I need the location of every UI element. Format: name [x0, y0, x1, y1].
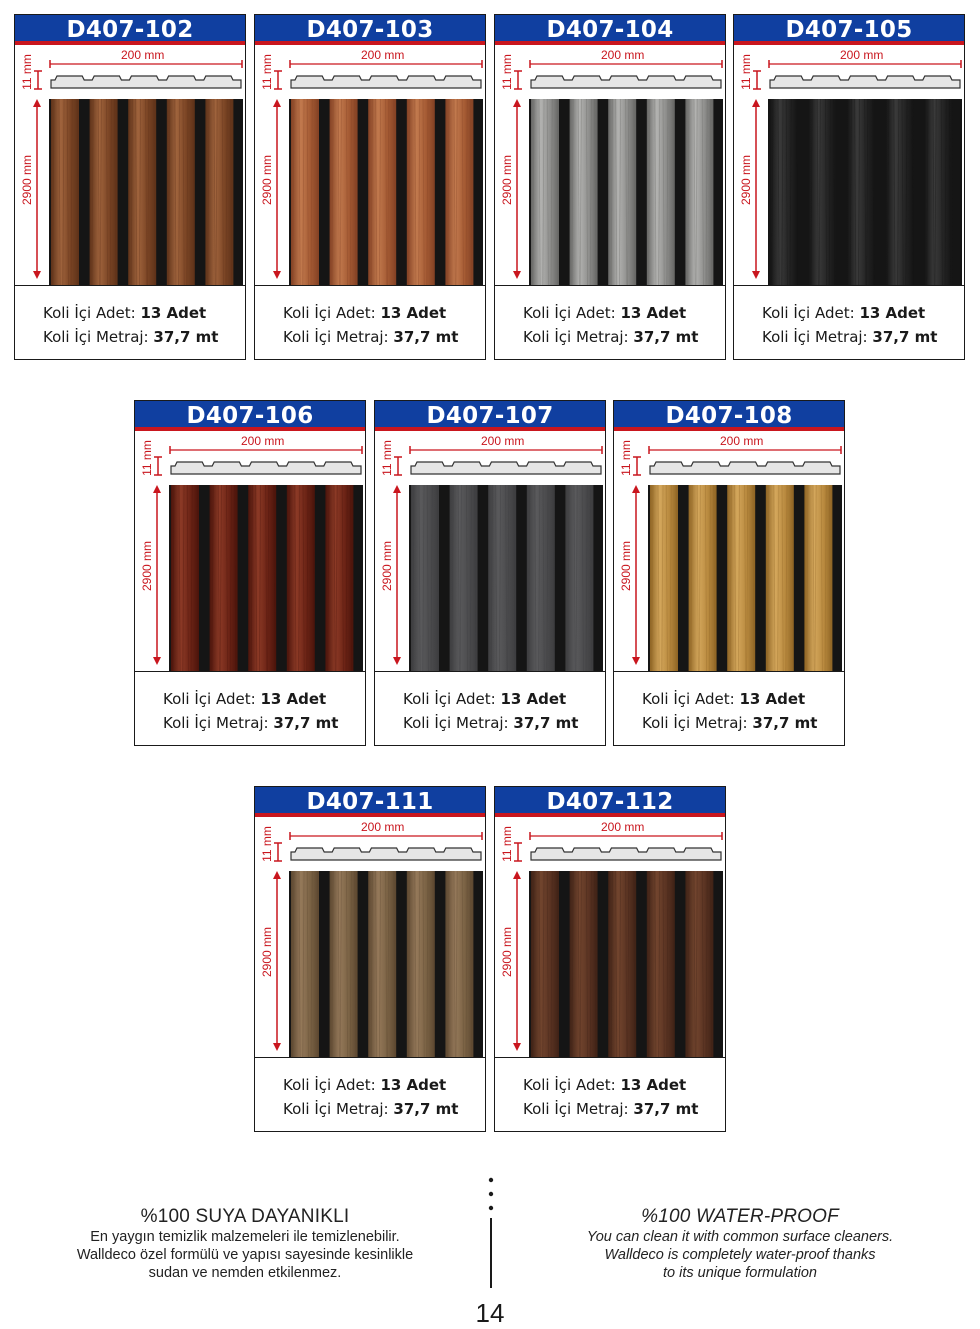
box-length-label: Koli İçi Metraj: [642, 714, 753, 732]
product-code: D407-106 [186, 403, 314, 429]
wood-slat-texture [169, 485, 363, 671]
box-quantity-label: Koli İçi Adet: [403, 690, 501, 708]
box-length-label: Koli İçi Metraj: [762, 328, 873, 346]
box-quantity-value: 13 Adet [500, 690, 567, 708]
wood-slat [445, 871, 473, 1057]
card-info [495, 1057, 725, 1132]
box-length-label: Koli İçi Metraj: [403, 714, 514, 732]
height-dimension-arrow [392, 485, 402, 665]
card-info [495, 285, 725, 360]
box-quantity-value: 13 Adet [739, 690, 806, 708]
panel-profile-drawing [409, 459, 603, 481]
box-length [403, 714, 578, 732]
card-info [614, 671, 844, 746]
panel-swatch [768, 99, 962, 285]
width-dimension-line [49, 59, 243, 69]
product-card [254, 786, 486, 1132]
box-quantity [762, 304, 925, 322]
wood-slat [565, 485, 593, 671]
product-code: D407-103 [306, 17, 434, 43]
thickness-dimension-label: 11 mm [500, 54, 514, 90]
box-quantity [642, 690, 805, 708]
width-dimension-label: 200 mm [720, 434, 764, 448]
box-quantity-label: Koli İçi Adet: [523, 304, 621, 322]
height-dimension-label: 2900 mm [739, 154, 753, 206]
height-dimension-arrow [512, 99, 522, 279]
box-length-value: 37,7 mt [513, 714, 579, 732]
wood-slat [809, 99, 837, 285]
width-dimension-label: 200 mm [361, 820, 405, 834]
box-length [523, 328, 698, 346]
width-dimension-line [768, 59, 962, 69]
wood-slat [330, 871, 358, 1057]
thickness-marker [393, 455, 403, 477]
footer-en-line: to its unique formulation [663, 1265, 817, 1281]
box-quantity [523, 304, 686, 322]
width-dimension-line [529, 59, 723, 69]
footer-english [530, 1206, 950, 1282]
box-quantity-label: Koli İçi Adet: [523, 1076, 621, 1094]
wood-slat [291, 99, 319, 285]
box-quantity-label: Koli İçi Adet: [43, 304, 141, 322]
wood-slat [325, 485, 353, 671]
width-dimension-label: 200 mm [601, 820, 645, 834]
wood-slat [685, 871, 713, 1057]
thickness-marker [513, 69, 523, 91]
card-header [734, 15, 964, 45]
wood-slat-texture [409, 485, 603, 671]
panel-profile-drawing [529, 73, 723, 95]
product-card [254, 14, 486, 360]
box-length-value: 37,7 mt [633, 328, 699, 346]
box-length [642, 714, 817, 732]
wood-slat [886, 99, 914, 285]
product-code: D407-107 [426, 403, 554, 429]
footer-tr-title: %100 SUYA DAYANIKLI [140, 1206, 350, 1227]
wood-slat-texture [529, 99, 723, 285]
height-dimension-arrow [272, 871, 282, 1051]
box-length [283, 328, 458, 346]
card-header [135, 401, 365, 431]
panel-swatch [49, 99, 243, 285]
box-quantity-value: 13 Adet [260, 690, 327, 708]
width-dimension-line [289, 59, 483, 69]
panel-swatch [529, 871, 723, 1057]
wood-slat [171, 485, 199, 671]
wood-slat [407, 99, 435, 285]
box-quantity [283, 1076, 446, 1094]
box-length [163, 714, 338, 732]
wood-slat [450, 485, 478, 671]
thickness-marker [153, 455, 163, 477]
thickness-dimension-label: 11 mm [619, 440, 633, 476]
width-dimension-label: 200 mm [481, 434, 525, 448]
panel-profile-drawing [289, 845, 483, 867]
thickness-dimension-label: 11 mm [739, 54, 753, 90]
page-number: 14 [475, 1298, 505, 1328]
thickness-dimension-label: 11 mm [20, 54, 34, 90]
wood-slat [685, 99, 713, 285]
wood-slat [804, 485, 832, 671]
box-quantity-label: Koli İçi Adet: [762, 304, 860, 322]
box-quantity-label: Koli İçi Adet: [642, 690, 740, 708]
card-info [15, 285, 245, 360]
footer-tr-line: En yaygın temizlik malzemeleri ile temizlenebilir. [90, 1229, 400, 1245]
box-length-value: 37,7 mt [153, 328, 219, 346]
height-dimension-label: 2900 mm [260, 926, 274, 978]
box-length-label: Koli İçi Metraj: [283, 328, 394, 346]
thickness-marker [513, 841, 523, 863]
card-info [375, 671, 605, 746]
height-dimension-label: 2900 mm [500, 926, 514, 978]
footer-tr-line: sudan ve nemden etkilenmez. [148, 1265, 342, 1281]
panel-profile-drawing [768, 73, 962, 95]
wood-slat [650, 485, 678, 671]
panel-swatch [289, 99, 483, 285]
wood-slat [291, 871, 319, 1057]
footer-divider [486, 1172, 496, 1290]
width-dimension-line [409, 445, 603, 455]
box-length-value: 37,7 mt [752, 714, 818, 732]
panel-swatch [289, 871, 483, 1057]
panel-swatch [409, 485, 603, 671]
footer-turkish [40, 1206, 450, 1282]
thickness-marker [273, 69, 283, 91]
height-dimension-label: 2900 mm [500, 154, 514, 206]
wood-slat-texture [289, 871, 483, 1057]
card-header [375, 401, 605, 431]
card-header [614, 401, 844, 431]
product-code: D407-111 [306, 789, 434, 815]
box-quantity-label: Koli İçi Adet: [163, 690, 261, 708]
wood-slat [51, 99, 79, 285]
wood-slat [210, 485, 238, 671]
thickness-dimension-label: 11 mm [500, 826, 514, 862]
box-length [762, 328, 937, 346]
width-dimension-label: 200 mm [121, 48, 165, 62]
thickness-marker [632, 455, 642, 477]
box-length [43, 328, 218, 346]
thickness-dimension-label: 11 mm [260, 54, 274, 90]
wood-slat [570, 871, 598, 1057]
height-dimension-label: 2900 mm [140, 540, 154, 592]
width-dimension-label: 200 mm [601, 48, 645, 62]
width-dimension-line [169, 445, 363, 455]
width-dimension-label: 200 mm [241, 434, 285, 448]
width-dimension-line [529, 831, 723, 841]
wood-slat [770, 99, 798, 285]
wood-slat [531, 871, 559, 1057]
panel-swatch [169, 485, 363, 671]
height-dimension-arrow [751, 99, 761, 279]
panel-profile-drawing [169, 459, 363, 481]
box-quantity [403, 690, 566, 708]
box-quantity-value: 13 Adet [620, 1076, 687, 1094]
card-info [255, 1057, 485, 1132]
box-length-value: 37,7 mt [273, 714, 339, 732]
width-dimension-label: 200 mm [361, 48, 405, 62]
product-code: D407-105 [785, 17, 913, 43]
card-header [255, 15, 485, 45]
height-dimension-label: 2900 mm [260, 154, 274, 206]
wood-slat-texture [768, 99, 962, 285]
product-card [14, 14, 246, 360]
card-header [15, 15, 245, 45]
width-dimension-line [648, 445, 842, 455]
thickness-marker [33, 69, 43, 91]
box-quantity-label: Koli İçi Adet: [283, 304, 381, 322]
panel-profile-drawing [648, 459, 842, 481]
product-card [134, 400, 366, 746]
product-card [374, 400, 606, 746]
box-length-label: Koli İçi Metraj: [283, 1100, 394, 1118]
box-length-value: 37,7 mt [872, 328, 938, 346]
box-quantity [523, 1076, 686, 1094]
box-quantity-value: 13 Adet [620, 304, 687, 322]
panel-profile-drawing [49, 73, 243, 95]
box-length [523, 1100, 698, 1118]
footer-en-line: You can clean it with common surface cleaners. [586, 1229, 894, 1245]
width-dimension-line [289, 831, 483, 841]
wood-slat [647, 871, 675, 1057]
panel-swatch [529, 99, 723, 285]
height-dimension-arrow [631, 485, 641, 665]
thickness-marker [752, 69, 762, 91]
card-info [734, 285, 964, 360]
box-quantity-label: Koli İçi Adet: [283, 1076, 381, 1094]
card-header [495, 787, 725, 817]
wood-slat-texture [529, 871, 723, 1057]
wood-slat [766, 485, 794, 671]
product-code: D407-112 [546, 789, 674, 815]
box-length-value: 37,7 mt [393, 328, 459, 346]
thickness-marker [273, 841, 283, 863]
box-quantity [163, 690, 326, 708]
box-quantity [283, 304, 446, 322]
height-dimension-label: 2900 mm [619, 540, 633, 592]
box-quantity [43, 304, 206, 322]
wood-slat [924, 99, 952, 285]
box-quantity-value: 13 Adet [140, 304, 207, 322]
wood-slat [330, 99, 358, 285]
wood-slat [531, 99, 559, 285]
box-length-value: 37,7 mt [633, 1100, 699, 1118]
height-dimension-label: 2900 mm [20, 154, 34, 206]
box-length-label: Koli İçi Metraj: [43, 328, 154, 346]
box-quantity-value: 13 Adet [859, 304, 926, 322]
card-info [255, 285, 485, 360]
product-card [613, 400, 845, 746]
box-length [283, 1100, 458, 1118]
wood-slat [527, 485, 555, 671]
width-dimension-label: 200 mm [840, 48, 884, 62]
box-length-value: 37,7 mt [393, 1100, 459, 1118]
wood-slat-texture [289, 99, 483, 285]
height-dimension-label: 2900 mm [380, 540, 394, 592]
thickness-dimension-label: 11 mm [260, 826, 274, 862]
box-length-label: Koli İçi Metraj: [163, 714, 274, 732]
box-length-label: Koli İçi Metraj: [523, 1100, 634, 1118]
box-quantity-value: 13 Adet [380, 1076, 447, 1094]
panel-profile-drawing [529, 845, 723, 867]
panel-swatch [648, 485, 842, 671]
wood-slat [287, 485, 315, 671]
panel-profile-drawing [289, 73, 483, 95]
height-dimension-arrow [152, 485, 162, 665]
product-code: D407-108 [665, 403, 793, 429]
card-info [135, 671, 365, 746]
product-card [494, 14, 726, 360]
wood-slat [689, 485, 717, 671]
box-quantity-value: 13 Adet [380, 304, 447, 322]
footer-tr-line: Walldeco özel formülü ve yapısı sayesinde kesinlikle [76, 1247, 414, 1263]
height-dimension-arrow [32, 99, 42, 279]
thickness-dimension-label: 11 mm [140, 440, 154, 476]
product-card [733, 14, 965, 360]
product-code: D407-102 [66, 17, 194, 43]
card-header [255, 787, 485, 817]
wood-slat [411, 485, 439, 671]
wood-slat [167, 99, 195, 285]
wood-slat [90, 99, 118, 285]
product-code: D407-104 [546, 17, 674, 43]
card-header [495, 15, 725, 45]
wood-slat [445, 99, 473, 285]
thickness-dimension-label: 11 mm [380, 440, 394, 476]
product-card [494, 786, 726, 1132]
wood-slat [647, 99, 675, 285]
wood-slat-texture [49, 99, 243, 285]
box-length-label: Koli İçi Metraj: [523, 328, 634, 346]
wood-slat [570, 99, 598, 285]
wood-slat [205, 99, 233, 285]
footer-en-line: Walldeco is completely water-proof thanks [604, 1247, 876, 1263]
height-dimension-arrow [512, 871, 522, 1051]
wood-slat [407, 871, 435, 1057]
footer-en-title: %100 WATER-PROOF [641, 1206, 839, 1227]
wood-slat-texture [648, 485, 842, 671]
height-dimension-arrow [272, 99, 282, 279]
